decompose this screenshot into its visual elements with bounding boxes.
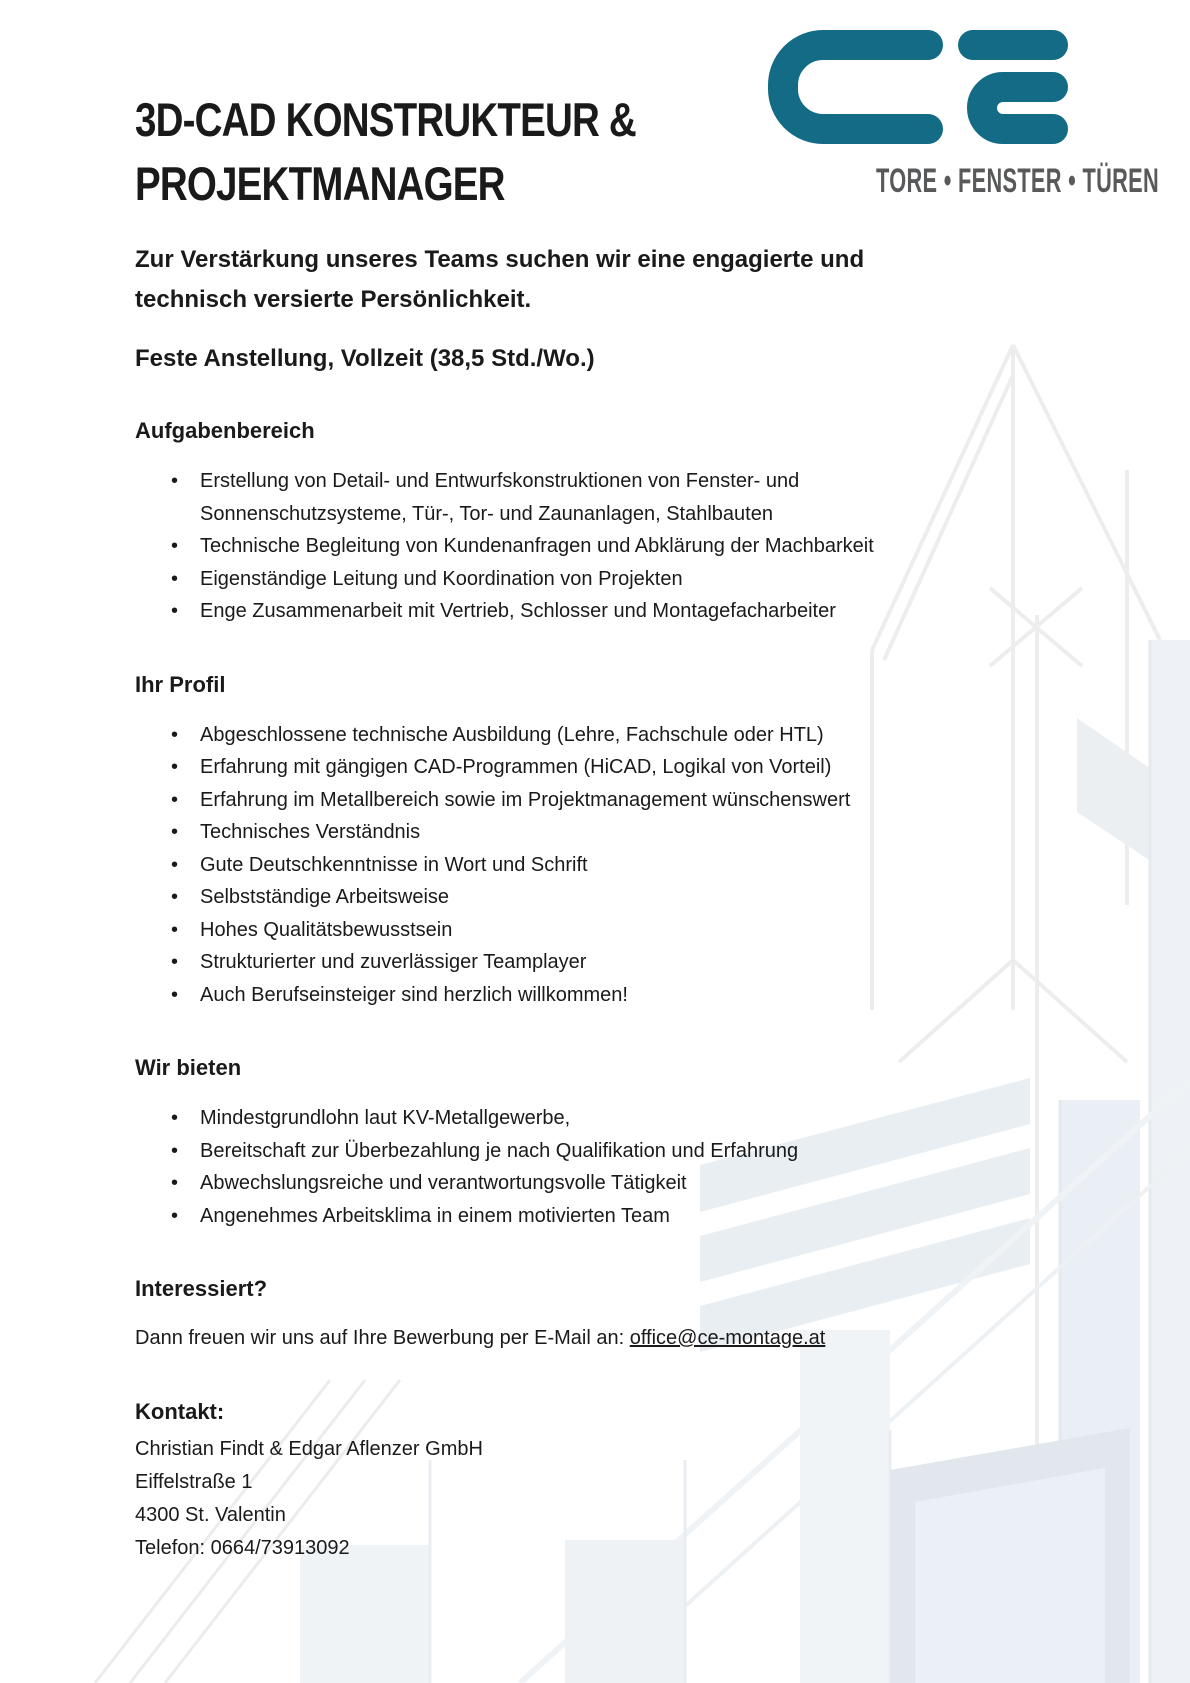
contact-company: Christian Findt & Edgar Aflenzer GmbH	[135, 1438, 483, 1460]
email-link[interactable]: office@ce-montage.at	[629, 1327, 826, 1349]
bullet-item: • Enge Zusammenarbeit mit Vertrieb, Schlosser und Montagefacharbeiter	[135, 595, 955, 628]
section-heading: Ihr Profil	[135, 671, 226, 697]
intro-text: Zur Verstärkung unseres Teams suchen wir eine engagierte und technisch versierte Persönlichkeit.	[135, 246, 865, 313]
contact-section	[135, 1399, 1080, 1565]
company-logo	[768, 30, 1160, 201]
bullet-item: • Abgeschlossene technische Ausbildung (Lehre, Fachschule oder HTL)	[135, 719, 955, 752]
bullet-item: • Hohes Qualitätsbewusstsein	[135, 914, 955, 947]
page-title-line1: 3D-CAD KONSTRUKTEUR &	[135, 93, 636, 146]
bullet-item: • Erfahrung im Metallbereich sowie im Projektmanagement wünschenswert	[135, 784, 955, 817]
section	[135, 1055, 1080, 1232]
contact-city: 4300 St. Valentin	[135, 1504, 286, 1526]
contact-heading: Kontakt:	[135, 1399, 225, 1424]
apply-text: Dann freuen wir uns auf Ihre Bewerbung per E-Mail an:	[135, 1327, 630, 1349]
bullet-item: • Angenehmes Arbeitsklima in einem motivierten Team	[135, 1200, 955, 1233]
bullet-item: • Bereitschaft zur Überbezahlung je nach Qualifikation und Erfahrung	[135, 1135, 955, 1168]
bullet-item: • Erfahrung mit gängigen CAD-Programmen (HiCAD, Logikal von Vorteil)	[135, 751, 955, 784]
bullet-list	[135, 719, 955, 1012]
section-heading: Aufgabenbereich	[135, 418, 315, 443]
bullet-item: • Abwechslungsreiche und verantwortungsvolle Tätigkeit	[135, 1167, 955, 1200]
bullet-item: • Selbstständige Arbeitsweise	[135, 881, 955, 914]
bullet-list	[135, 1102, 955, 1232]
bullet-item: • Gute Deutschkenntnisse in Wort und Schrift	[135, 849, 955, 882]
bullet-item: • Strukturierter und zuverlässiger Teamplayer	[135, 946, 955, 979]
interested-section	[135, 1276, 1080, 1355]
bullet-list	[135, 465, 955, 628]
contact-phone: Telefon: 0664/73913092	[135, 1537, 350, 1559]
sections	[135, 418, 1080, 1232]
logo-tagline: TORE • FENSTER • TÜREN	[876, 162, 1160, 200]
interested-heading: Interessiert?	[135, 1276, 268, 1301]
bullet-item: • Auch Berufseinsteiger sind herzlich willkommen!	[135, 979, 955, 1012]
ce-logo-icon	[768, 30, 1068, 144]
page-title-line2: PROJEKTMANAGER	[135, 157, 505, 210]
bullet-item: • Mindestgrundlohn laut KV-Metallgewerbe,	[135, 1102, 955, 1135]
bullet-item: • Eigenständige Leitung und Koordination von Projekten	[135, 563, 955, 596]
section-heading: Wir bieten	[135, 1055, 242, 1080]
section	[135, 672, 1080, 1012]
employment-text: Feste Anstellung, Vollzeit (38,5 Std./Wo.)	[135, 345, 595, 372]
bullet-item: • Technisches Verständnis	[135, 816, 955, 849]
contact-street: Eiffelstraße 1	[135, 1471, 253, 1493]
section	[135, 418, 1080, 628]
apply-line	[135, 1322, 1080, 1355]
bullet-item: • Technische Begleitung von Kundenanfragen und Abklärung der Machbarkeit	[135, 530, 955, 563]
bullet-item: • Erstellung von Detail- und Entwurfskonstruktionen von Fenster- und Sonnenschutzsysteme, Tür-, Tor- und Zaunanlagen, Stahlbauten	[135, 465, 955, 530]
